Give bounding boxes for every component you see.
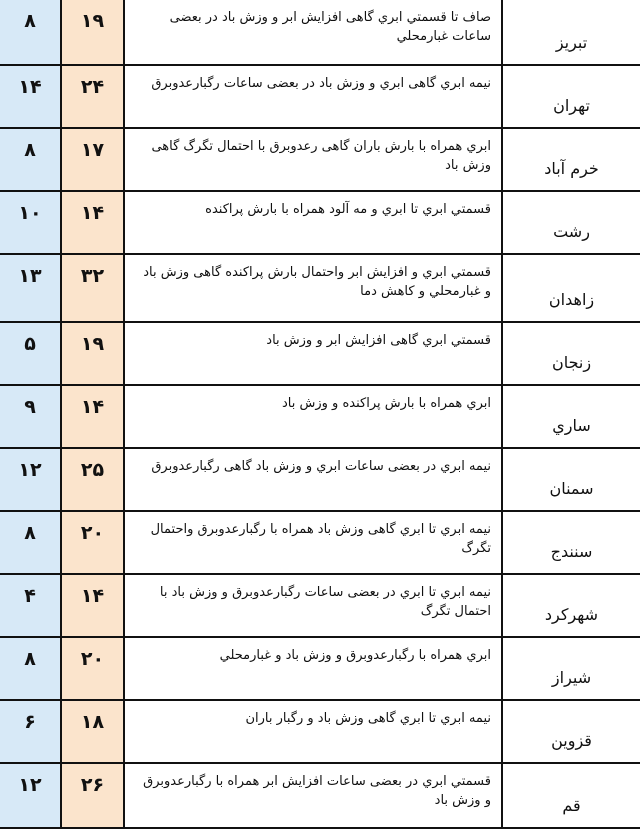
- min-temp-cell: ۸: [0, 638, 62, 699]
- max-temp-cell: ۱۴: [62, 386, 125, 447]
- forecast-description: قسمتي ابري و افزایش ابر واحتمال بارش پراکنده گاهی وزش باد و غبارمحلي و کاهش دما: [125, 255, 503, 321]
- max-temp-cell: ۱۹: [62, 0, 125, 64]
- forecast-description: صاف تا قسمتي ابري گاهی افزایش ابر و وزش باد در بعضی ساعات غبارمحلي: [125, 0, 503, 64]
- max-temp-cell: ۱۸: [62, 701, 125, 762]
- table-row: [0, 638, 640, 701]
- table-row: [0, 255, 640, 323]
- city-name: شهرکرد: [503, 575, 640, 636]
- forecast-description: ابري همراه با بارش باران گاهی رعدوبرق با احتمال تگرگ گاهی وزش باد: [125, 129, 503, 190]
- min-temp-cell: ۶: [0, 701, 62, 762]
- table-row: [0, 575, 640, 638]
- forecast-description: ابري همراه با رگبارعدوبرق و وزش باد و غبارمحلي: [125, 638, 503, 699]
- max-temp-cell: ۲۶: [62, 764, 125, 827]
- table-row: [0, 192, 640, 255]
- city-name: زاهدان: [503, 255, 640, 321]
- min-temp-cell: ۱۲: [0, 449, 62, 510]
- forecast-description: قسمتي ابري تا ابري و مه آلود همراه با بارش پراکنده: [125, 192, 503, 253]
- city-name: ساري: [503, 386, 640, 447]
- forecast-description: قسمتي ابري گاهی افزایش ابر و وزش باد: [125, 323, 503, 384]
- forecast-description: نیمه ابري تا ابري در بعضی ساعات رگبارعدوبرق و وزش باد با احتمال تگرگ: [125, 575, 503, 636]
- forecast-description: نیمه ابري گاهی ابري و وزش باد در بعضی ساعات رگبارعدوبرق: [125, 66, 503, 127]
- max-temp-cell: ۳۲: [62, 255, 125, 321]
- max-temp-cell: ۲۰: [62, 638, 125, 699]
- city-name: سنندج: [503, 512, 640, 573]
- max-temp-cell: ۲۴: [62, 66, 125, 127]
- city-name: شیراز: [503, 638, 640, 699]
- min-temp-cell: ۱۲: [0, 764, 62, 827]
- table-row: [0, 386, 640, 449]
- min-temp-cell: ۸: [0, 512, 62, 573]
- city-name: تبریز: [503, 0, 640, 64]
- min-temp-cell: ۹: [0, 386, 62, 447]
- forecast-description: نیمه ابري تا ابري گاهی وزش باد همراه با رگبارعدوبرق واحتمال تگرگ: [125, 512, 503, 573]
- city-name: خرم آباد: [503, 129, 640, 190]
- table-row: [0, 512, 640, 575]
- city-name: رشت: [503, 192, 640, 253]
- table-row: [0, 323, 640, 386]
- city-name: سمنان: [503, 449, 640, 510]
- city-name: زنجان: [503, 323, 640, 384]
- min-temp-cell: ۱۴: [0, 66, 62, 127]
- min-temp-cell: ۵: [0, 323, 62, 384]
- table-row: [0, 0, 640, 66]
- max-temp-cell: ۱۴: [62, 192, 125, 253]
- max-temp-cell: ۲۰: [62, 512, 125, 573]
- table-row: [0, 701, 640, 764]
- city-name: قم: [503, 764, 640, 827]
- forecast-description: نیمه ابري در بعضی ساعات ابري و وزش باد گاهی رگبارعدوبرق: [125, 449, 503, 510]
- min-temp-cell: ۸: [0, 0, 62, 64]
- max-temp-cell: ۱۹: [62, 323, 125, 384]
- max-temp-cell: ۱۴: [62, 575, 125, 636]
- min-temp-cell: ۴: [0, 575, 62, 636]
- city-name: تهران: [503, 66, 640, 127]
- min-temp-cell: ۱۳: [0, 255, 62, 321]
- max-temp-cell: ۱۷: [62, 129, 125, 190]
- forecast-description: ابري همراه با بارش پراکنده و وزش باد: [125, 386, 503, 447]
- min-temp-cell: ۸: [0, 129, 62, 190]
- max-temp-cell: ۲۵: [62, 449, 125, 510]
- table-row: [0, 449, 640, 512]
- min-temp-cell: ۱۰: [0, 192, 62, 253]
- forecast-description: قسمتي ابري در بعضی ساعات افزایش ابر همراه با رگبارعدوبرق و وزش باد: [125, 764, 503, 827]
- table-row: [0, 129, 640, 192]
- city-name: قزوین: [503, 701, 640, 762]
- forecast-description: نیمه ابري تا ابري گاهی وزش باد و رگبار باران: [125, 701, 503, 762]
- table-row: [0, 66, 640, 129]
- table-row: [0, 764, 640, 829]
